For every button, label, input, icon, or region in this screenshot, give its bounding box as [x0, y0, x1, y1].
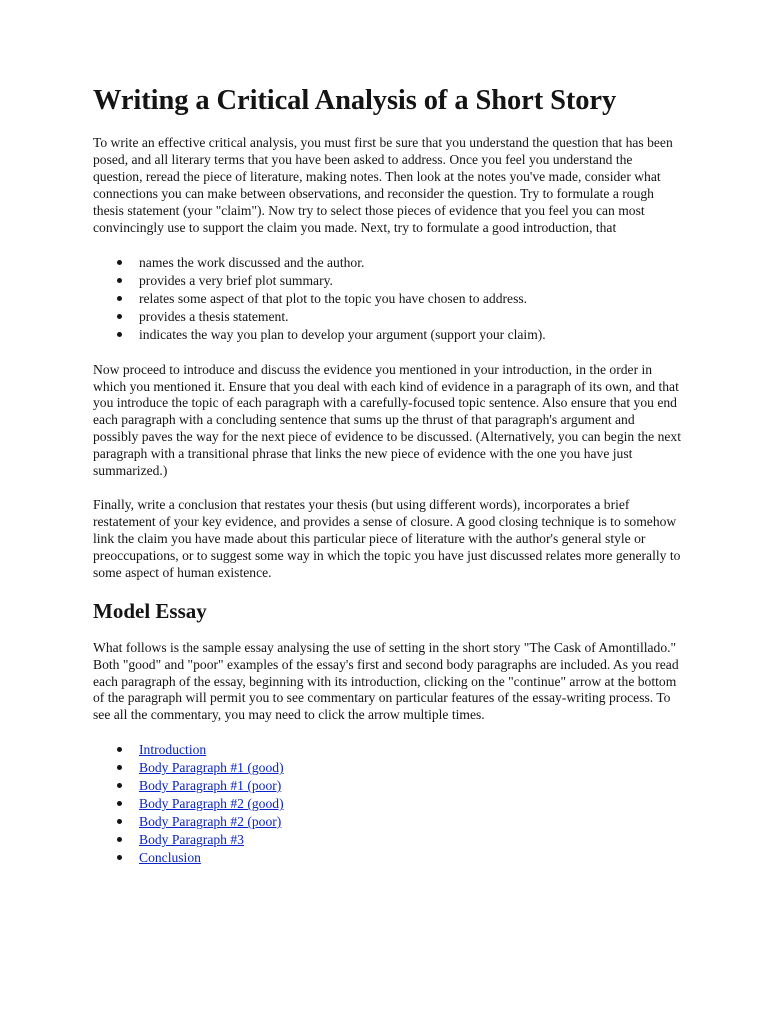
- list-item: [93, 326, 683, 344]
- conclusion-paragraph: Finally, write a conclusion that restates your thesis (but using different words), incorporates a brief restatement of your key evidence, and provides a sense of closure. A good closing technique is to somehow link the claim you have made about this particular piece of literature with the author's general style or preoccupations, or to suggest some way in which the topic you have just discussed relates more generally to some aspect of human existence.: [93, 496, 681, 580]
- link-body-paragraph-1-good[interactable]: Body Paragraph #1 (good): [139, 760, 284, 776]
- list-item: [93, 308, 683, 326]
- bullet-icon: [117, 819, 122, 824]
- list-item: [93, 272, 683, 290]
- bullet-icon: [117, 296, 122, 301]
- bullet-icon: [117, 837, 122, 842]
- bullet-icon: [117, 278, 122, 283]
- page-title: Writing a Critical Analysis of a Short Story: [93, 85, 617, 116]
- link-item-introduction: [93, 741, 683, 759]
- bullet-icon: [117, 314, 122, 319]
- model-essay-links: [93, 741, 683, 867]
- intro-paragraph: To write an effective critical analysis, you must first be sure that you understand the question that has been posed, and all literary terms that you have been asked to address. Once you feel you understand the question, reread the piece of literature, making notes. Then look at the notes you've made, consider what connections you can make between observations, and reconsider the question. Try to formulate a rough thesis statement (your "claim"). Now try to select those pieces of evidence that you feel you can most convincingly use to support the claim you made. Next, try to formulate a good introduction, that: [93, 135, 673, 235]
- link-item-conclusion: [93, 849, 683, 867]
- link-item-body-3: [93, 831, 683, 849]
- link-item-body-2-good: [93, 795, 683, 813]
- bullet-icon: [117, 801, 122, 806]
- list-item-text: names the work discussed and the author.: [139, 254, 365, 270]
- list-item: [93, 290, 683, 308]
- link-item-body-1-good: [93, 759, 683, 777]
- bullet-icon: [117, 747, 122, 752]
- list-item-text: indicates the way you plan to develop your argument (support your claim).: [139, 326, 546, 342]
- bullet-icon: [117, 765, 122, 770]
- link-item-body-1-poor: [93, 777, 683, 795]
- link-body-paragraph-2-poor[interactable]: Body Paragraph #2 (poor): [139, 814, 282, 830]
- list-item-text: provides a very brief plot summary.: [139, 272, 333, 288]
- list-item: [93, 254, 683, 272]
- bullet-icon: [117, 332, 122, 337]
- list-item-text: provides a thesis statement.: [139, 308, 289, 324]
- link-body-paragraph-3[interactable]: Body Paragraph #3: [139, 832, 244, 848]
- bullet-icon: [117, 783, 122, 788]
- model-essay-heading: Model Essay: [93, 598, 207, 623]
- link-item-body-2-poor: [93, 813, 683, 831]
- link-body-paragraph-2-good[interactable]: Body Paragraph #2 (good): [139, 796, 284, 812]
- bullet-icon: [117, 260, 122, 265]
- link-conclusion[interactable]: Conclusion: [139, 850, 201, 866]
- intro-checklist: [93, 254, 683, 344]
- model-essay-paragraph: What follows is the sample essay analysing the use of setting in the short story "The Cask of Amontillado." Both "good" and "poor" examples of the essay's first and second body paragraphs are included. As you read each paragraph of the essay, beginning with its introduction, clicking on the "continue" arrow at the bottom of the paragraph will permit you to see commentary on particular features of the essay-writing process. To see all the commentary, you may need to click the arrow multiple times.: [93, 639, 679, 723]
- bullet-icon: [117, 855, 122, 860]
- document-page: [93, 84, 683, 885]
- evidence-paragraph: Now proceed to introduce and discuss the evidence you mentioned in your introduction, in the order in which you mentioned it. Ensure that you deal with each kind of evidence in a paragraph of its own, and that you introduce the topic of each paragraph with a carefully-focused topic sentence. Also ensure that you end each paragraph with a concluding sentence that sums up the thrust of that paragraph's argument and possibly paves the way for the next piece of evidence to be discussed. (Alternatively, you can begin the next paragraph with a transitional phrase that links the new piece of evidence with the one you have just summarized.): [93, 361, 681, 479]
- link-introduction[interactable]: Introduction: [139, 742, 207, 758]
- link-body-paragraph-1-poor[interactable]: Body Paragraph #1 (poor): [139, 778, 282, 794]
- list-item-text: relates some aspect of that plot to the topic you have chosen to address.: [139, 290, 528, 306]
